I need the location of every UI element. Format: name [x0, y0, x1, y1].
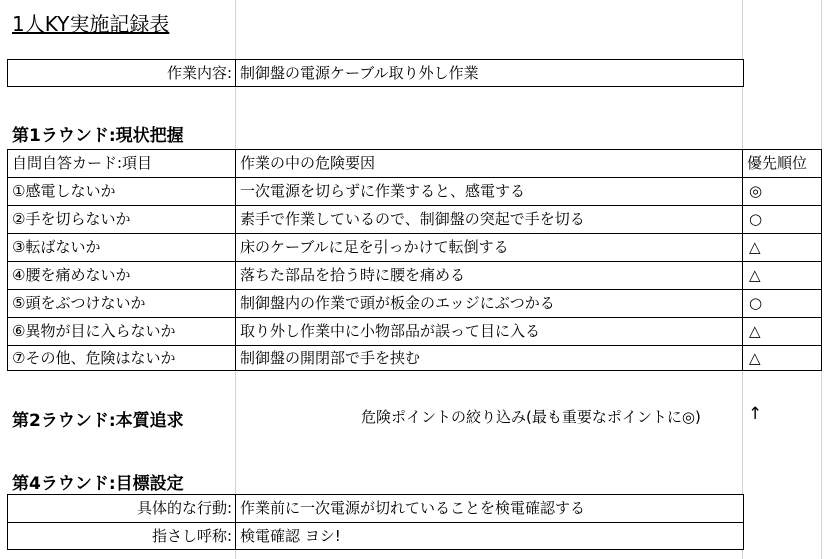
table-row-priority: ○ [749, 210, 763, 228]
up-arrow-icon: ↑ [748, 404, 763, 424]
work-content-label: 作業内容: [166, 64, 232, 82]
table-row-priority: △ [749, 349, 761, 367]
work-content-box [7, 59, 744, 87]
round1-heading: 第1ラウンド:現状把握 [12, 126, 184, 146]
round2-note: 危険ポイントの絞り込み(最も重要なポイントに◎) [361, 408, 701, 426]
table-row-priority: △ [749, 238, 761, 256]
round4-table [7, 494, 744, 550]
table-row-hazard: 床のケーブルに足を引っかけて転倒する [240, 238, 509, 256]
table-row-hazard: 制御盤内の作業で頭が板金のエッジにぶつかる [240, 294, 555, 312]
page-title: 1人KY実施記録表 [12, 12, 170, 36]
table-row-item: ⑥異物が目に入らないか [12, 322, 176, 340]
round2-heading: 第2ラウンド:本質追求 [12, 411, 184, 431]
table-row-hazard: 一次電源を切らずに作業すると、感電する [240, 182, 526, 200]
table-row-hazard: 落ちた部品を拾う時に腰を痛める [240, 266, 466, 284]
table-row-item: ④腰を痛めないか [12, 266, 131, 284]
round1-table [7, 149, 822, 371]
call-value: 検電確認 ヨシ! [240, 527, 341, 545]
table-row-priority: ◎ [749, 182, 763, 200]
table-row-item: ①感電しないか [12, 182, 116, 200]
table-row-hazard: 取り外し作業中に小物部品が誤って目に入る [240, 322, 541, 340]
table-row-item: ③転ばないか [12, 238, 101, 256]
header-priority: 優先順位 [747, 154, 808, 172]
table-row-priority: △ [749, 322, 761, 340]
action-label: 具体的な行動: [136, 499, 232, 517]
header-hazard: 作業の中の危険要因 [240, 154, 376, 172]
table-row-hazard: 制御盤の開閉部で手を挟む [240, 349, 421, 367]
table-row-priority: ○ [749, 294, 763, 312]
work-content-value: 制御盤の電源ケーブル取り外し作業 [240, 64, 479, 82]
call-label: 指さし呼称: [151, 527, 232, 545]
action-value: 作業前に一次電源が切れていることを検電確認する [240, 499, 586, 517]
table-row-item: ②手を切らないか [12, 210, 131, 228]
header-item: 自問自答カード:項目 [12, 154, 153, 172]
table-row-item: ⑤頭をぶつけないか [12, 294, 146, 312]
table-row-hazard: 素手で作業しているので、制御盤の突起で手を切る [240, 210, 585, 228]
table-row-priority: △ [749, 266, 761, 284]
table-row-item: ⑦その他、危険はないか [12, 349, 176, 367]
round4-heading: 第4ラウンド:目標設定 [12, 474, 184, 494]
